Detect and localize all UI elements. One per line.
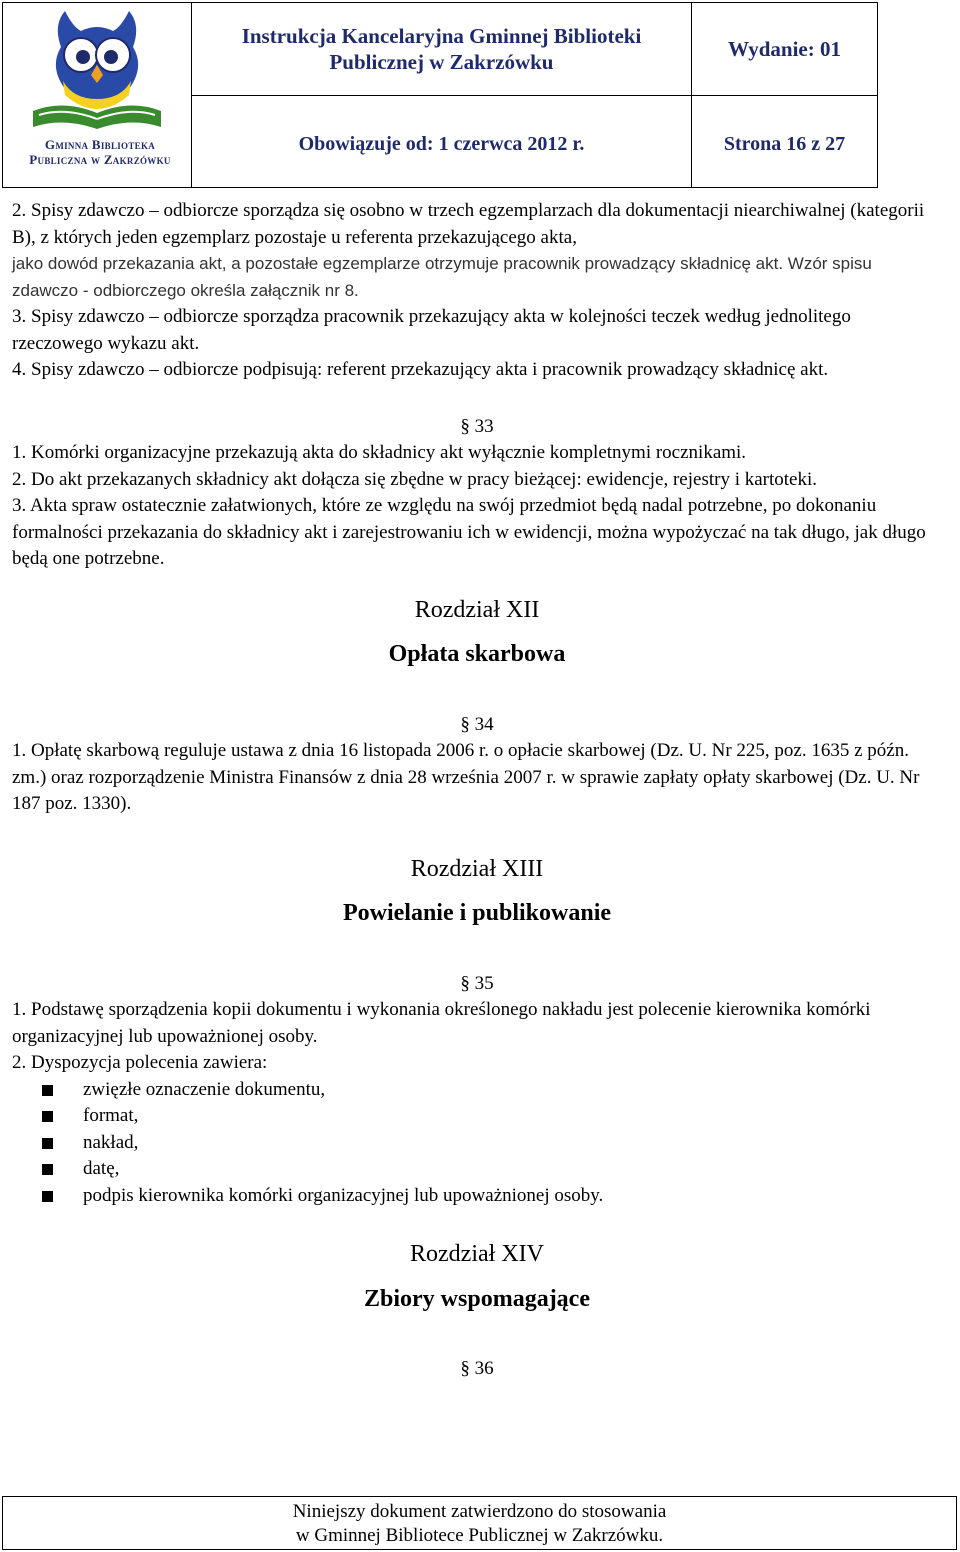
list-item: zwięzłe oznaczenie dokumentu, bbox=[12, 1077, 942, 1104]
chapter-12-heading: Rozdział XII bbox=[414, 596, 540, 623]
paragraph-4: 4. Spisy zdawczo – odbiorcze podpisują: referent przekazujący akta i pracownik prowadzący składnicę akt. bbox=[12, 359, 829, 380]
chapter-13-title: Powielanie i publikowanie bbox=[342, 900, 612, 926]
paragraph-2-part-a: 2. Spisy zdawczo – odbiorcze sporządza się osobno w trzech egzemplarzach dla dokumentacji niearchiwalnej (kategorii B), z których jeden egzemplarz pozostaje u referenta przekazującego akta, bbox=[12, 200, 925, 248]
section-36-heading: § 36 bbox=[460, 1358, 494, 1379]
list-item: format, bbox=[12, 1103, 942, 1130]
section-35-item-1: 1. Podstawę sporządzenia kopii dokumentu i wykonania określonego nakładu jest polecenie kierownika komórki organizacyjnej lub upoważnionej osoby. bbox=[12, 999, 871, 1047]
owl-logo-icon bbox=[3, 3, 192, 143]
library-logo bbox=[3, 3, 192, 187]
chapter-13-heading: Rozdział XIII bbox=[410, 855, 544, 882]
bullet-square-icon bbox=[42, 1138, 53, 1149]
paragraph-3: 3. Spisy zdawczo – odbiorcze sporządza pracownik przekazujący akta w kolejności teczek według jednolitego rzeczowego wykazu akt. bbox=[12, 306, 851, 354]
page-number: Strona 16 z 27 bbox=[723, 133, 846, 155]
logo-line-2: Publiczna w Zakrzówku bbox=[29, 152, 171, 167]
document-title bbox=[192, 3, 692, 96]
bullet-square-icon bbox=[42, 1111, 53, 1122]
chapter-12-title: Opłata skarbowa bbox=[388, 641, 566, 667]
bullet-square-icon bbox=[42, 1191, 53, 1202]
section-35-heading: § 35 bbox=[460, 972, 494, 994]
bullet-list bbox=[12, 1077, 942, 1210]
list-item: podpis kierownika komórki organizacyjnej lub upoważnionej osoby. bbox=[12, 1183, 942, 1210]
title-line-1: Instrukcja Kancelaryjna Gminnej Biblioteki bbox=[241, 24, 642, 48]
document-body bbox=[12, 198, 942, 1383]
footer-line-1: Niniejszy dokument zatwierdzono do stosowania bbox=[292, 1501, 667, 1522]
section-34-heading: § 34 bbox=[460, 713, 494, 735]
paragraph-2-part-b: jako dowód przekazania akt, a pozostałe egzemplarze otrzymuje pracownik prowadzący składnicę akt. Wzór spisu zdawczo - odbiorczego określa załącznik nr 8. bbox=[12, 254, 872, 300]
logo-line-1: Gminna Biblioteka bbox=[44, 137, 156, 152]
chapter-14-title: Zbiory wspomagające bbox=[364, 1285, 590, 1312]
section-35-item-2: 2. Dyspozycja polecenia zawiera: bbox=[12, 1052, 268, 1073]
list-item: datę, bbox=[12, 1156, 942, 1183]
bullet-square-icon bbox=[42, 1164, 53, 1175]
section-33-item-3: 3. Akta spraw ostatecznie załatwionych, które ze względu na swój przedmiot będą nadal potrzebne, po dokonaniu formalności przekazania do składnicy akt i zarejestrowaniu ich w ewidencji, można wypożyczać na tak długo, jak długo będą one potrzebne. bbox=[12, 495, 926, 569]
document-header bbox=[2, 2, 878, 188]
title-line-2: Publicznej w Zakrzówku bbox=[329, 50, 554, 74]
edition-label: Wydanie: 01 bbox=[692, 3, 877, 96]
list-item: nakład, bbox=[12, 1130, 942, 1157]
chapter-14-heading: Rozdział XIV bbox=[410, 1241, 544, 1267]
section-34-item-1: 1. Opłatę skarbową reguluje ustawa z dnia 16 listopada 2006 r. o opłacie skarbowej (Dz. U. Nr 225, poz. 1635 z późn. zm.) oraz rozporządzenie Ministra Finansów z dnia 28 września 2007 r. w sprawie zapłaty opłaty skarbowej (Dz. U. Nr 187 poz. 1330). bbox=[12, 740, 920, 814]
footer-line-2: w Gminnej Bibliotece Publicznej w Zakrzówku. bbox=[295, 1525, 664, 1546]
document-footer bbox=[2, 1496, 957, 1550]
section-33-item-1: 1. Komórki organizacyjne przekazują akta do składnicy akt wyłącznie kompletnymi rocznikami. bbox=[12, 442, 747, 463]
section-33-item-2: 2. Do akt przekazanych składnicy akt dołącza się zbędne w pracy bieżącej: ewidencje, rejestry i kartoteki. bbox=[12, 468, 818, 490]
section-33-heading: § 33 bbox=[460, 415, 494, 437]
bullet-square-icon bbox=[42, 1085, 53, 1096]
valid-from-label: Obowiązuje od: 1 czerwca 2012 r. bbox=[192, 96, 692, 187]
